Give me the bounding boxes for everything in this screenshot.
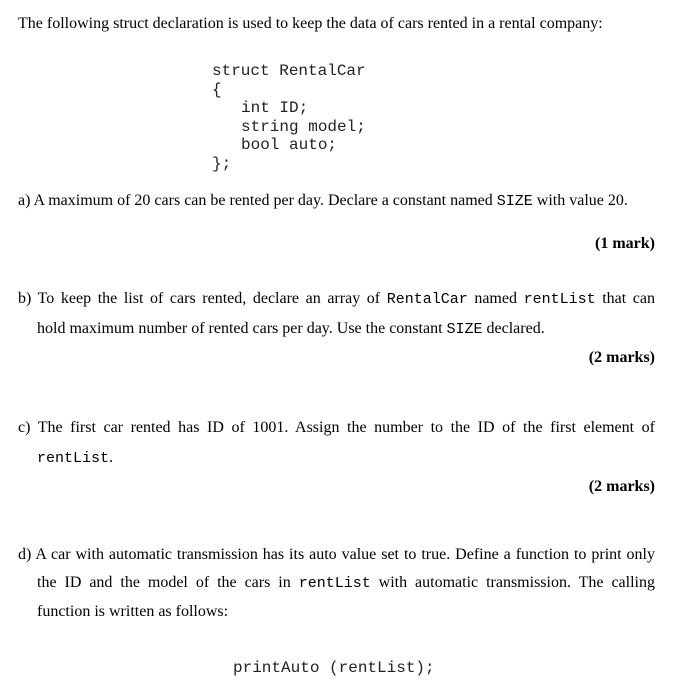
code-inline: SIZE xyxy=(446,321,483,338)
question-b-text: b) To keep the list of cars rented, declare an array of xyxy=(18,290,387,307)
intro-text: The following struct declaration is used to keep the data of cars rented in a rental company: xyxy=(18,15,603,32)
question-c-line-1: c) The first car rented has ID of 1001. Assign the number to the ID of the first element of xyxy=(18,419,655,436)
code-inline: rentList xyxy=(37,450,110,467)
code-inline: rentList xyxy=(523,291,596,308)
question-c-text: . xyxy=(109,449,114,466)
code-line: int ID; xyxy=(241,99,309,117)
code-line: bool auto; xyxy=(241,136,338,154)
question-a xyxy=(18,192,628,210)
question-b-line-2 xyxy=(37,320,545,338)
code-inline: RentalCar xyxy=(386,291,468,308)
code-inline: SIZE xyxy=(496,193,533,210)
question-d-line-1: d) A car with automatic transmission has its auto value set to true. Define a function to print only xyxy=(18,546,655,563)
code-line: }; xyxy=(212,155,232,173)
question-b-text: named xyxy=(467,290,524,307)
code-inline: rentList xyxy=(298,575,371,592)
question-c-line-2 xyxy=(37,449,113,467)
marks-label: (1 mark) xyxy=(595,235,655,252)
question-a-text: a) A maximum of 20 cars can be rented per day. Declare a constant named xyxy=(18,192,497,209)
question-b-text: declared. xyxy=(482,320,545,337)
code-line: { xyxy=(212,81,222,99)
question-d-line-3: function is written as follows: xyxy=(37,603,229,620)
code-line: struct RentalCar xyxy=(212,62,366,80)
calling-code: printAuto (rentList); xyxy=(233,659,435,677)
question-b-line-1 xyxy=(18,290,655,308)
marks-label: (2 marks) xyxy=(588,478,655,495)
question-b-text: that can xyxy=(595,290,655,307)
code-line: string model; xyxy=(241,118,366,136)
question-d-line-2 xyxy=(37,574,655,592)
marks-label: (2 marks) xyxy=(588,349,655,366)
question-b-text: hold maximum number of rented cars per day. Use the constant xyxy=(37,320,447,337)
question-d-text: the ID and the model of the cars in xyxy=(37,574,299,591)
question-d-text: with automatic transmission. The calling xyxy=(370,574,655,591)
question-a-text-end: with value 20. xyxy=(532,192,628,209)
